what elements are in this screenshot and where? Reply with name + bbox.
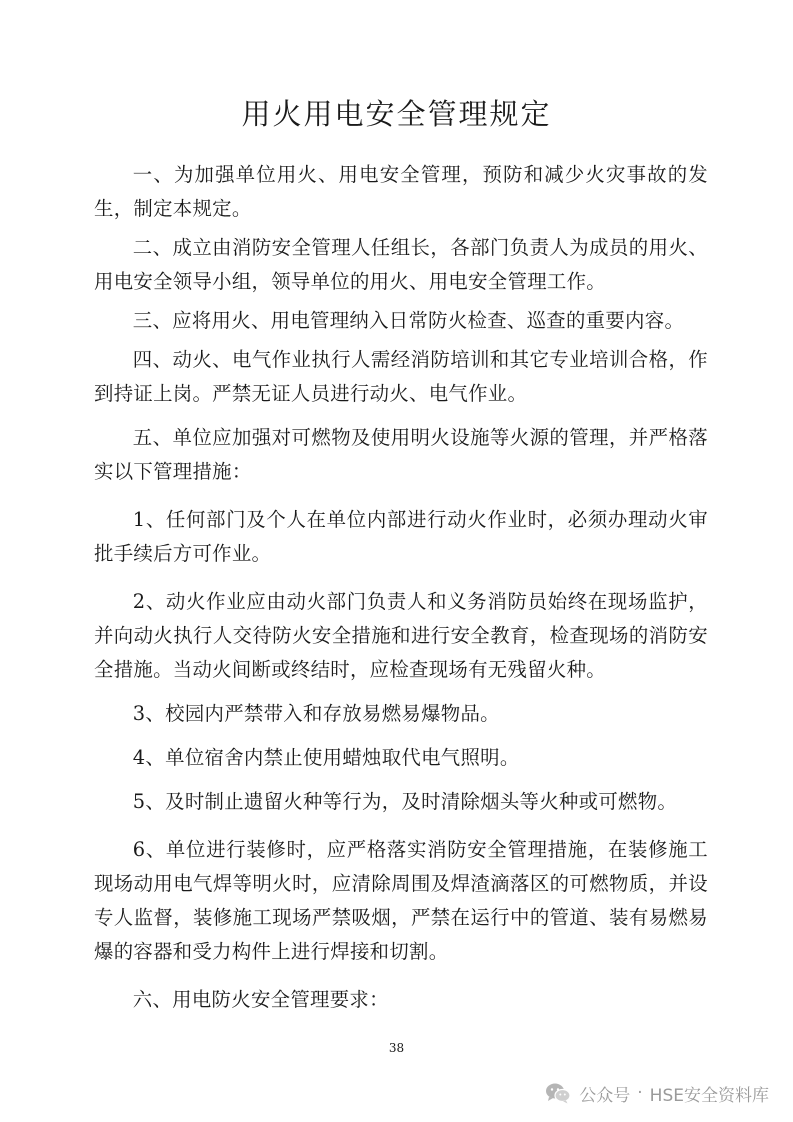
paragraph-4: 四、动火、电气作业执行人需经消防培训和其它专业培训合格，作到持证上岗。严禁无证人员进行动火、电气作业。	[94, 348, 708, 405]
watermark-account: HSE安全资料库	[649, 1085, 769, 1106]
list-item-1: 1、任何部门及个人在单位内部进行动火作业时，必须办理动火审批手续后方可作业。	[94, 508, 708, 565]
page-number: 38	[388, 1041, 405, 1055]
list-item-3: 3、校园内严禁带入和存放易燃易爆物品。	[132, 702, 500, 725]
list-item-6: 6、单位进行装修时，应严格落实消防安全管理措施，在装修施工现场动用电气焊等明火时，应清除周围及焊渣滴落区的可燃物质，并设专人监督，装修施工现场严禁吸烟，严禁在运行中的管道、装有易燃易爆的容器和受力构件上进行焊接和切割。	[94, 838, 708, 963]
page-title: 用火用电安全管理规定	[241, 97, 552, 131]
list-item-4: 4、单位宿舍内禁止使用蜡烛取代电气照明。	[132, 746, 520, 769]
list-item-2: 2、动火作业应由动火部门负责人和义务消防员始终在现场监护，并向动火执行人交待防火安全措施和进行安全教育，检查现场的消防安全措施。当动火间断或终结时，应检查现场有无残留火种。	[94, 590, 708, 681]
paragraph-2: 二、成立由消防安全管理人任组长，各部门负责人为成员的用火、用电安全领导小组，领导单位的用火、用电安全管理工作。	[94, 236, 708, 293]
paragraph-5: 五、单位应加强对可燃物及使用明火设施等火源的管理，并严格落实以下管理措施：	[94, 426, 708, 483]
paragraph-6: 六、用电防火安全管理要求：	[132, 988, 389, 1011]
watermark-separator: ·	[637, 1083, 643, 1103]
list-item-5: 5、及时制止遗留火种等行为，及时清除烟头等火种或可燃物。	[132, 790, 678, 813]
paragraph-1: 一、为加强单位用火、用电安全管理，预防和减少火灾事故的发生，制定本规定。	[94, 163, 708, 220]
wechat-icon	[545, 1082, 571, 1104]
watermark-prefix: 公众号	[579, 1085, 631, 1106]
watermark	[545, 1080, 769, 1106]
paragraph-3: 三、应将用火、用电管理纳入日常防火检查、巡查的重要内容。	[132, 309, 685, 332]
document-body	[94, 158, 708, 1017]
